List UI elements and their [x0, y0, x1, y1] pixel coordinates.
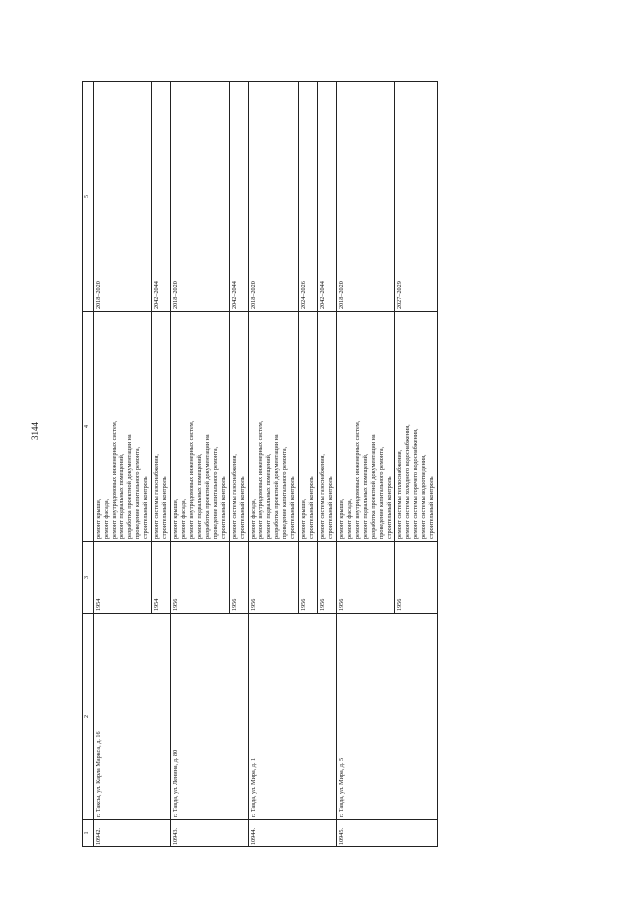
work-item: проведение капитального ремонта, — [134, 446, 142, 539]
header-cell: 3 — [83, 542, 94, 614]
work-item: строительный контроль — [142, 476, 150, 539]
period-cell: 2042–2044 — [229, 82, 248, 312]
work-item: ремонт системы горячего водоснабжения, — [412, 428, 420, 539]
table-row — [171, 82, 230, 847]
work-item: проведение капитального ремонта, — [211, 446, 219, 539]
year-cell: 1954 — [152, 542, 171, 614]
work-item: строительный контроль — [326, 476, 334, 539]
work-item: ремонт крыши, — [300, 498, 308, 539]
year-cell: 1956 — [171, 542, 230, 614]
work-item: ремонт системы холодного водоснабжения, — [404, 424, 412, 539]
year-cell: 1956 — [318, 542, 337, 614]
work-item: проведение капитального ремонта, — [377, 446, 385, 539]
period-cell: 2018–2020 — [248, 82, 299, 312]
header-row — [83, 82, 94, 847]
header-cell: 5 — [83, 82, 94, 312]
address-cell: г. Тавда, ул. Ленина, д. 80 — [171, 614, 248, 820]
work-item: ремонт подвальных помещений, — [118, 453, 126, 539]
row-number: 10945. — [336, 820, 437, 847]
header-cell: 1 — [83, 820, 94, 847]
year-cell: 1954 — [93, 542, 152, 614]
page-number: 3144 — [30, 422, 40, 440]
work-item: ремонт крыши, — [172, 498, 180, 539]
work-item: разработка проектной документации на — [369, 434, 377, 539]
period-cell: 2018–2020 — [336, 82, 395, 312]
work-item: ремонт системы газоснабжения, — [153, 454, 161, 539]
works-cell — [299, 312, 318, 542]
work-item: строительный контроль — [219, 476, 227, 539]
period-cell: 2042–2044 — [152, 82, 171, 312]
work-item: строительный контроль — [308, 476, 316, 539]
year-cell: 1956 — [336, 542, 395, 614]
year-cell: 1956 — [395, 542, 438, 614]
work-item: ремонт фасада, — [345, 498, 353, 539]
work-item: ремонт внутридомовых инженерных систем, — [257, 420, 265, 539]
works-cell — [93, 312, 152, 542]
works-cell — [171, 312, 230, 542]
work-item: ремонт фасада, — [102, 498, 110, 539]
table-body — [93, 82, 438, 847]
work-item: ремонт крыши, — [337, 498, 345, 539]
works-cell — [248, 312, 299, 542]
works-cell — [229, 312, 248, 542]
rotated-table-container — [82, 82, 599, 847]
work-item: разработка проектной документации на — [273, 434, 281, 539]
work-item: проведение капитального ремонта, — [281, 446, 289, 539]
work-item: разработка проектной документации на — [126, 434, 134, 539]
period-cell: 2027–2029 — [395, 82, 438, 312]
work-item: ремонт системы теплоснабжения, — [396, 449, 404, 539]
period-cell: 2018–2020 — [171, 82, 230, 312]
table-row — [336, 82, 395, 847]
work-item: ремонт внутридомовых инженерных систем, — [353, 420, 361, 539]
year-cell: 1956 — [299, 542, 318, 614]
works-cell — [395, 312, 438, 542]
header-cell: 4 — [83, 312, 94, 542]
work-item: ремонт фасада, — [249, 498, 257, 539]
work-item: ремонт внутридомовых инженерных систем, — [187, 420, 195, 539]
works-cell — [318, 312, 337, 542]
header-cell: 2 — [83, 614, 94, 820]
work-item: ремонт системы газоснабжения, — [230, 454, 238, 539]
work-item: ремонт крыши, — [94, 498, 102, 539]
work-item: строительный контроль — [385, 476, 393, 539]
period-cell: 2024–2026 — [299, 82, 318, 312]
row-number: 10944. — [248, 820, 336, 847]
work-item: ремонт системы водоотведения, — [420, 454, 428, 539]
work-item: ремонт подвальных помещений, — [265, 453, 273, 539]
work-item: ремонт фасада, — [180, 498, 188, 539]
row-number: 10942. — [93, 820, 170, 847]
work-item: строительный контроль — [161, 476, 169, 539]
works-cell — [336, 312, 395, 542]
year-cell: 1956 — [248, 542, 299, 614]
address-cell: г. Тавда, ул. Мира, д. 1 — [248, 614, 336, 820]
work-item: строительный контроль — [238, 476, 246, 539]
address-cell: г. Таксы, ул. Карла Маркса, д. 16 — [93, 614, 170, 820]
table-row — [248, 82, 299, 847]
table-row — [93, 82, 152, 847]
row-number: 10943. — [171, 820, 248, 847]
period-cell: 2042–2044 — [318, 82, 337, 312]
year-cell: 1956 — [229, 542, 248, 614]
works-cell — [152, 312, 171, 542]
work-item: строительный контроль — [289, 476, 297, 539]
period-cell: 2018–2020 — [93, 82, 152, 312]
address-cell: г. Тавда, ул. Мира, д. 5 — [336, 614, 437, 820]
work-item: ремонт подвальных помещений, — [361, 453, 369, 539]
work-item: ремонт подвальных помещений, — [195, 453, 203, 539]
repair-schedule-table — [82, 81, 438, 847]
work-item: разработка проектной документации на — [203, 434, 211, 539]
work-item: ремонт системы газоснабжения, — [319, 454, 327, 539]
work-item: ремонт внутридомовых инженерных систем, — [110, 420, 118, 539]
work-item: строительный контроль — [428, 476, 436, 539]
